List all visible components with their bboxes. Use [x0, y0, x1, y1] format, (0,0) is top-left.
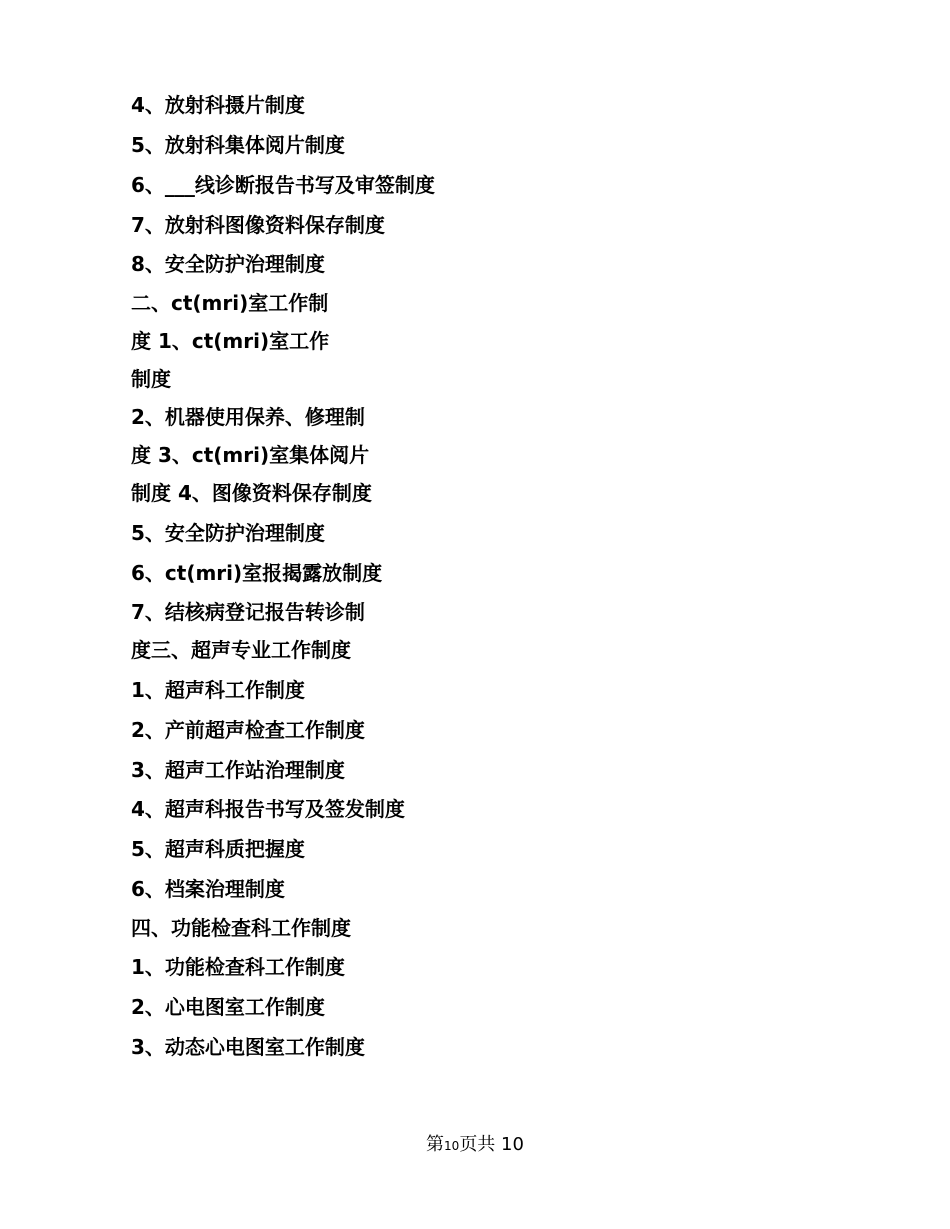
text-line-14: 7、结核病登记报告转诊制 — [131, 600, 365, 624]
text-line-10: 度 3、ct(mri)室集体阅片 — [131, 443, 370, 467]
footer-page-number: 10 — [444, 1139, 460, 1153]
text-line-15: 度三、超声专业工作制度 — [131, 638, 351, 662]
footer-prefix: 第 — [426, 1134, 445, 1155]
page-footer — [0, 1134, 950, 1157]
text-line-6: 二、ct(mri)室工作制 — [131, 291, 329, 315]
text-line-1: 4、放射科摄片制度 — [131, 93, 305, 117]
text-line-7: 度 1、ct(mri)室工作 — [131, 329, 330, 353]
text-line-20: 5、超声科质把握度 — [131, 837, 305, 861]
text-line-12: 5、安全防护治理制度 — [131, 521, 325, 545]
footer-suffix: 页共 10 — [459, 1134, 524, 1155]
text-line-22: 四、功能检查科工作制度 — [131, 916, 351, 940]
text-line-9: 2、机器使用保养、修理制 — [131, 405, 365, 429]
text-line-2: 5、放射科集体阅片制度 — [131, 133, 345, 157]
text-line-4: 7、放射科图像资料保存制度 — [131, 213, 385, 237]
text-line-8: 制度 — [131, 367, 171, 391]
text-line-11: 制度 4、图像资料保存制度 — [131, 481, 372, 505]
text-line-16: 1、超声科工作制度 — [131, 678, 305, 702]
text-line-24: 2、心电图室工作制度 — [131, 995, 325, 1019]
text-line-25: 3、动态心电图室工作制度 — [131, 1035, 365, 1059]
text-line-3: 6、___线诊断报告书写及审签制度 — [131, 173, 435, 197]
text-line-13: 6、ct(mri)室报揭露放制度 — [131, 561, 383, 585]
text-line-23: 1、功能检查科工作制度 — [131, 955, 345, 979]
text-line-5: 8、安全防护治理制度 — [131, 252, 325, 276]
text-line-21: 6、档案治理制度 — [131, 877, 285, 901]
text-line-17: 2、产前超声检查工作制度 — [131, 718, 365, 742]
text-line-19: 4、超声科报告书写及签发制度 — [131, 797, 405, 821]
text-line-18: 3、超声工作站治理制度 — [131, 758, 345, 782]
